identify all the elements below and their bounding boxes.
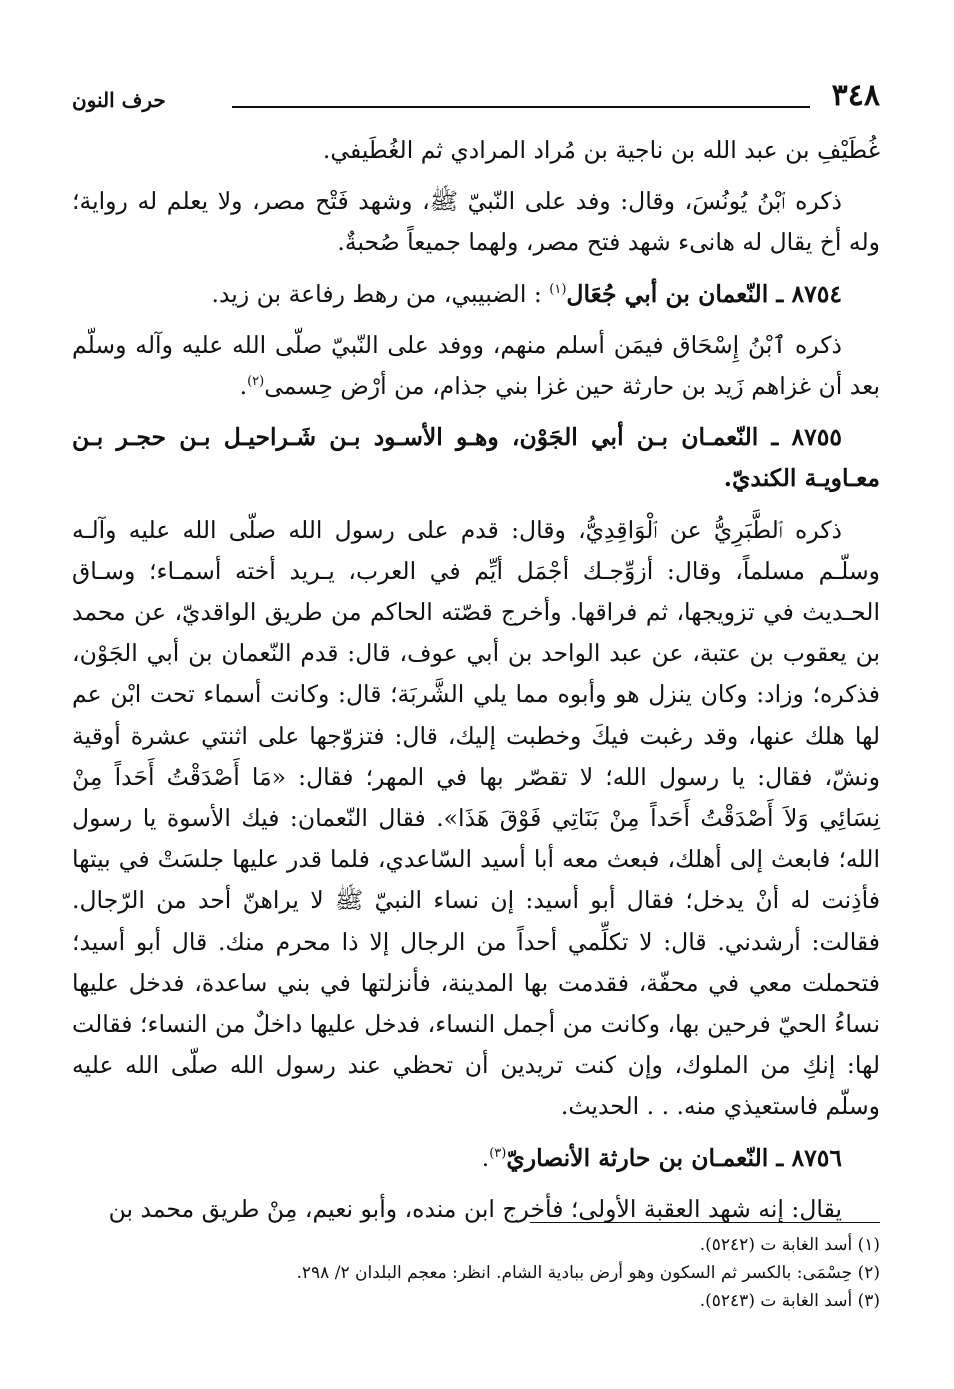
entry-heading: ٨٧٥٥ ـ النّعمـان بـن أبي الجَوْن، وهـو الأسـود بـن شَـراحيـل بـن حجـر بـن معـاويـة الكنديّ. — [72, 423, 880, 493]
entry-8754 — [72, 274, 880, 315]
footnote-rule — [530, 1222, 880, 1223]
page-header — [72, 78, 880, 118]
paragraph-text: غُطَيْفِ بن عبد الله بن ناجية بن مُراد المرادي ثم الغُطَيفي. — [322, 136, 880, 164]
footnote-ref[interactable]: (٢) — [247, 374, 265, 390]
header-rule — [232, 106, 810, 108]
entry-heading: ٨٧٥٦ ـ النّعمـان بن حارثة الأنصاريّ — [506, 1143, 842, 1172]
footnote: (٢) حِسْمَى: بالكسر ثم السكون وهو أرض ببادية الشام. انظر: معجم البلدان ٢/ ٢٩٨. — [296, 1263, 880, 1283]
page-number: ٣٤٨ — [831, 78, 880, 113]
main-text — [72, 130, 880, 1240]
section-title: حرف النون — [72, 88, 166, 112]
entry-text: : الضبيبي، من رهط رفاعة بن زيد. — [211, 279, 542, 308]
paragraph-text: ذكره ٱبْنُ يُونُسَ، وقال: وفد على النّبيّ ﷺ، وشهد فَتْح مصر، ولا يعلم له رواية؛ وله أخ يقال له هانىء شهد فتح مصر، ولهما جميعاً صُحبةٌ. — [72, 187, 880, 257]
paragraph — [72, 130, 880, 171]
entry-heading: ٨٧٥٤ ـ النّعمان بن أبي جُعَال — [566, 279, 842, 308]
entry-tail: . — [481, 1143, 490, 1172]
footnote: (٣) أسد الغابة ت (٥٢٤٣). — [699, 1291, 880, 1311]
paragraph — [72, 325, 880, 407]
entry-8756 — [72, 1138, 880, 1179]
footnote-ref[interactable]: (٣) — [489, 1145, 507, 1161]
footnote-ref[interactable]: (١) — [549, 281, 567, 297]
entry-8755 — [72, 417, 880, 499]
paragraph-text: ذكره ٱبْنُ إِسْحَاق فيمَن أسلم منهم، ووفد على النّبيّ صلّى الله عليه وآله وسلّم بعد أن غزاهم زَيد بن حارثة حين غزا بني جذام، من أرْض حِسمى — [72, 330, 880, 401]
footnote: (١) أسد الغابة ت (٥٢٤٢). — [699, 1235, 880, 1255]
paragraph-text: يقال: إنه شهد العقبة الأولى؛ فأخرج ابن منده، وأبو نعيم، مِنْ طريق محمد بن — [108, 1194, 842, 1223]
paragraph-tail: . — [239, 372, 248, 401]
footnotes — [72, 1222, 880, 1315]
paragraph — [72, 510, 880, 1128]
paragraph-text: ذكره ٱلطَّبَرِيُّ عن ٱلْوَاقِدِيُّ، وقال: قدم على رسول الله صلّى الله عليه وآلـه وسلّـم مسلماً، وقال: أزوِّجـك أجْمَل أيِّم في العرب، يـريد أخته أسمـاء؛ وسـاق الحـديث في تزويجها، ثم فراقها. وأخرج قصّته الحاكم من طريق الواقديّ، عن محمد بن يعقوب بن عتبة، عن عبد الواحد بن أبي عوف، قال: قدم النّعمان بن أبي الجَوْن، فذكره؛ وزاد: وكان ينزل هو وأبوه مما يلي الشَّربَة؛ قال: وكانت أسماء تحت ابْن عم لها هلك عنها، وقد رغبت فيكَ وخطبت إليك، قال: فتزوّجها على اثنتي عشرة أوقية ونشّ، فقال: يا رسول الله؛ لا تقصّر بها في المهر؛ فقال: «مَا أَصْدَقْتُ أَحَداً مِنْ نِسَائِي وَلاَ أَصْدَقْتُ أَحَداً مِنْ بَنَاتِي فَوْقَ هَذَا». فقال النّعمان: فيك الأسوة يا رسول الله؛ فابعث إلى أهلك، فبعث معه أبا أسيد السّاعدي، فلما قدر عليها جلسَتْ في بيتها فأذِنت له أنْ يدخل؛ فقال أبو أسيد: إن نساء النبيّ ﷺ لا يراهنّ أحد من الرّجال. فقالت: أرشدني. قال: لا تكلِّمي أحداً من الرجال إلا ذا محرم منك. قال أبو أسيد؛ فتحملت معي في محفّة، فقدمت بها المدينة، فأنزلتها في بني ساعدة، فدخل عليها نساءُ الحيّ فرحين بها، وكانت من أجمل النساء، فدخل عليها داخلٌ من النساء؛ فقالت لها: إنكِ من الملوك، وإن كنت تريدين أن تحظي عند رسول الله صلّى الله عليه وسلّم فاستعيذي منه. . . الحديث. — [72, 515, 880, 1121]
paragraph — [72, 181, 880, 263]
